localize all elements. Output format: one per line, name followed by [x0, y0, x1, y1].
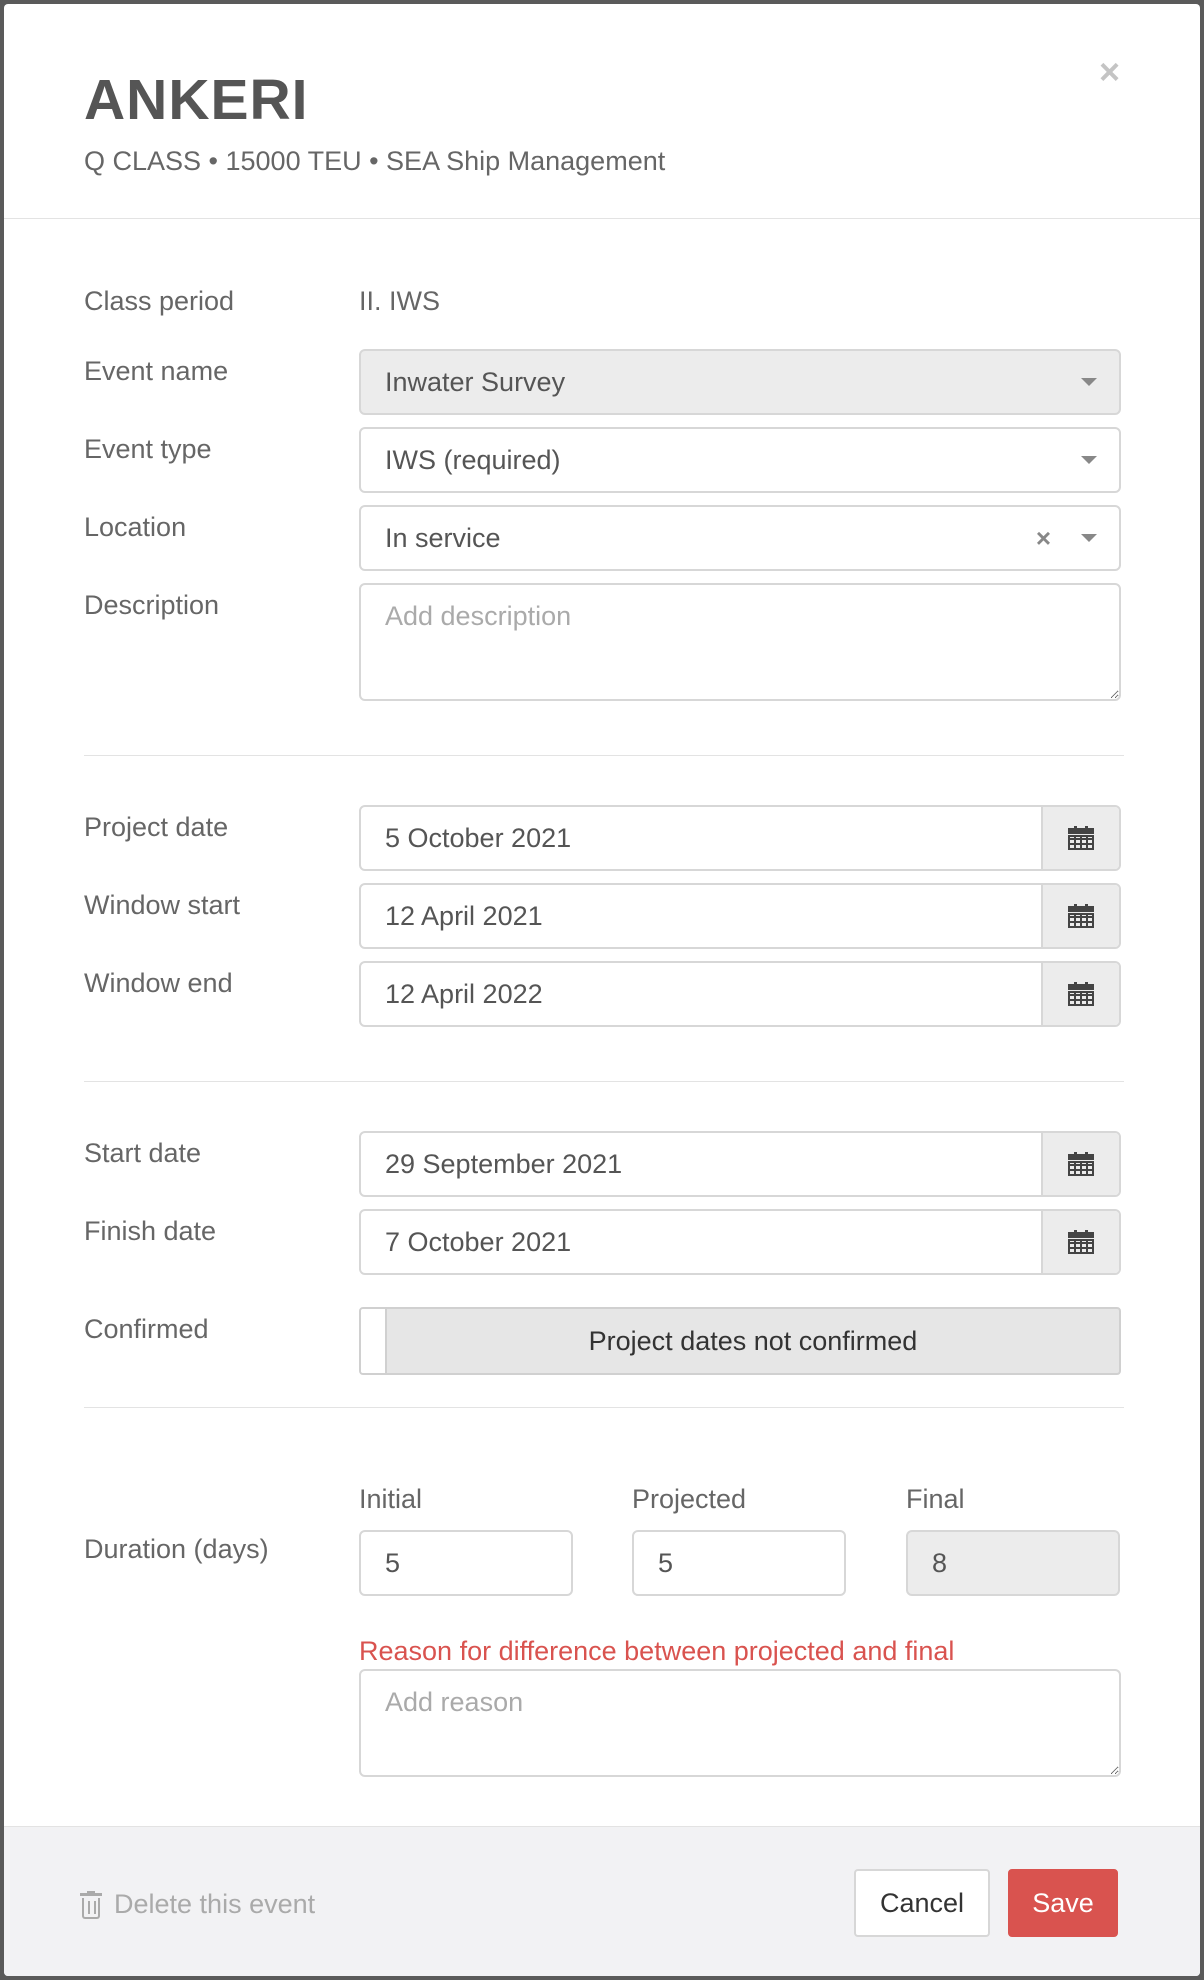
chevron-down-icon — [1081, 378, 1097, 386]
window-start-value[interactable]: 12 April 2021 — [385, 900, 543, 931]
project-date-value[interactable]: 5 October 2021 — [385, 822, 572, 853]
window-end-label: Window end — [84, 968, 233, 998]
project-date-field[interactable] — [359, 805, 1121, 871]
start-date-label: Start date — [84, 1138, 202, 1168]
calendar-icon — [1068, 1230, 1094, 1254]
initial-label: Initial — [359, 1484, 423, 1514]
start-date-calendar-button[interactable] — [1041, 1133, 1119, 1195]
description-label: Description — [84, 590, 220, 620]
edit-event-modal — [4, 4, 1200, 1976]
event-name-value: Inwater Survey — [385, 366, 566, 397]
description-textarea[interactable] — [359, 583, 1121, 701]
start-date-value[interactable]: 29 September 2021 — [385, 1148, 623, 1179]
reason-textarea[interactable] — [359, 1669, 1121, 1777]
initial-duration-input[interactable]: 5 — [359, 1530, 573, 1596]
event-name-select[interactable] — [359, 349, 1121, 415]
delete-event-button[interactable] — [80, 1889, 315, 1920]
event-name-label: Event name — [84, 356, 229, 386]
start-date-field[interactable] — [359, 1131, 1121, 1197]
window-start-label: Window start — [84, 890, 241, 920]
clear-icon[interactable]: × — [1035, 523, 1051, 553]
chevron-down-icon — [1081, 456, 1097, 464]
save-button[interactable]: Save — [1008, 1869, 1118, 1937]
window-start-calendar-button[interactable] — [1041, 885, 1119, 947]
delete-event-label: Delete this event — [114, 1889, 316, 1919]
final-duration-input: 8 — [906, 1530, 1120, 1596]
trash-icon — [80, 1891, 102, 1919]
class-period-label: Class period — [84, 286, 235, 316]
window-start-field[interactable] — [359, 883, 1121, 949]
projected-label: Projected — [632, 1484, 747, 1514]
calendar-icon — [1068, 826, 1094, 850]
project-date-calendar-button[interactable] — [1041, 807, 1119, 869]
modal-footer — [4, 1826, 1200, 1976]
event-type-label: Event type — [84, 434, 212, 464]
event-type-select[interactable] — [359, 427, 1121, 493]
duration-label: Duration (days) — [84, 1534, 269, 1564]
calendar-icon — [1068, 904, 1094, 928]
confirmed-label: Confirmed — [84, 1314, 209, 1344]
cancel-button[interactable]: Cancel — [854, 1869, 990, 1937]
calendar-icon — [1068, 1152, 1094, 1176]
reason-label: Reason for difference between projected and final — [359, 1636, 955, 1666]
event-type-value: IWS (required) — [385, 444, 561, 475]
finish-date-label: Finish date — [84, 1216, 217, 1246]
location-value: In service — [385, 522, 501, 553]
chevron-down-icon — [1081, 534, 1097, 542]
window-end-value[interactable]: 12 April 2022 — [385, 978, 543, 1009]
divider — [84, 1407, 1124, 1408]
project-date-label: Project date — [84, 812, 229, 842]
finish-date-value[interactable]: 7 October 2021 — [385, 1226, 572, 1257]
class-period-value: II. IWS — [359, 286, 440, 316]
confirmed-toggle-label: Project dates not confirmed — [588, 1325, 918, 1356]
vessel-title: ANKERI — [84, 68, 309, 132]
calendar-icon — [1068, 982, 1094, 1006]
window-end-calendar-button[interactable] — [1041, 963, 1119, 1025]
location-label: Location — [84, 512, 187, 542]
toggle-knob — [361, 1309, 387, 1373]
vessel-subtitle: Q CLASS • 15000 TEU • SEA Ship Management — [84, 146, 666, 176]
window-end-field[interactable] — [359, 961, 1121, 1027]
close-icon[interactable]: × — [1098, 51, 1120, 92]
confirmed-toggle[interactable] — [359, 1307, 1121, 1375]
projected-duration-input[interactable]: 5 — [632, 1530, 846, 1596]
finish-date-calendar-button[interactable] — [1041, 1211, 1119, 1273]
location-select[interactable] — [359, 505, 1121, 571]
modal-header — [4, 4, 1200, 219]
final-label: Final — [906, 1484, 965, 1514]
divider — [84, 755, 1124, 756]
divider — [84, 1081, 1124, 1082]
finish-date-field[interactable] — [359, 1209, 1121, 1275]
